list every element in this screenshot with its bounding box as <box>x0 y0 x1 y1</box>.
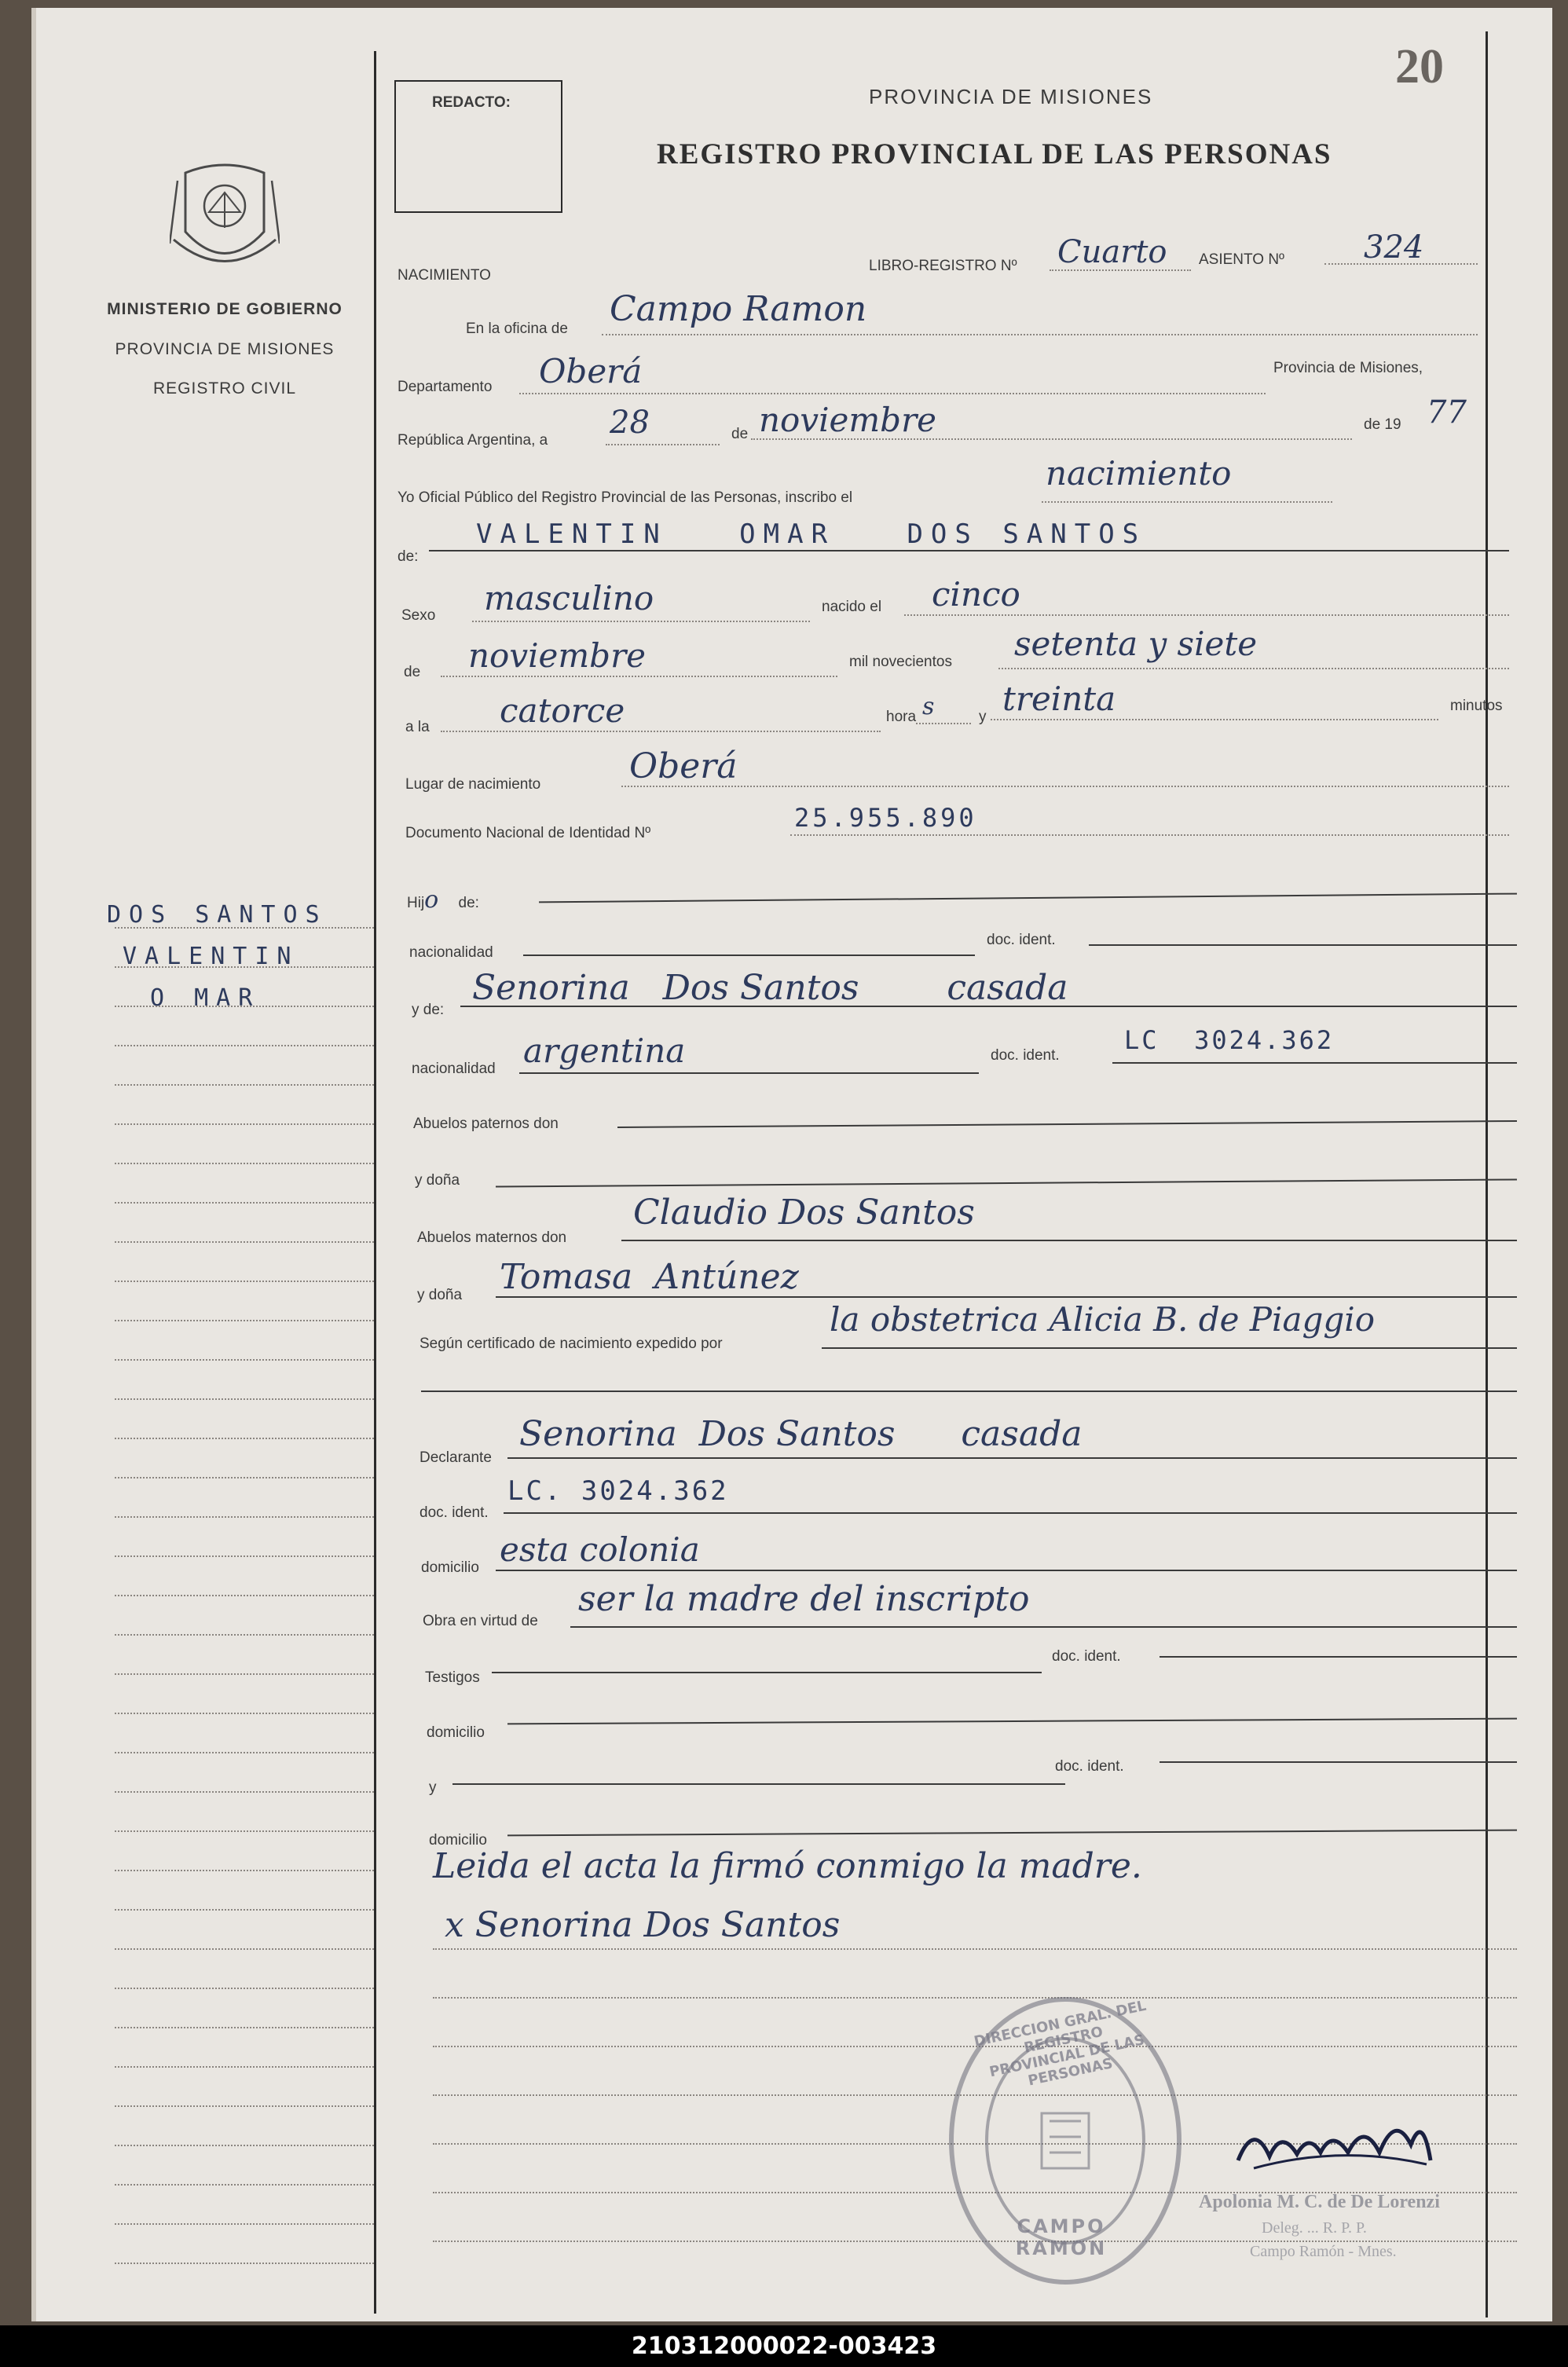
registry-title: REGISTRO PROVINCIAL DE LAS PERSONAS <box>657 138 1332 170</box>
provincia-label: Provincia de Misiones, <box>1273 360 1423 376</box>
margin-rule <box>115 1713 374 1714</box>
margin-rule <box>115 1084 374 1086</box>
domicilio-label-3: domicilio <box>429 1832 487 1849</box>
month-value: noviembre <box>759 401 936 439</box>
abuelos-maternos-label: Abuelos maternos don <box>417 1229 567 1246</box>
de-label-2: de <box>404 664 421 680</box>
header-province: PROVINCIA DE MISIONES <box>869 85 1153 108</box>
y-label-2: y <box>429 1779 437 1796</box>
margin-rule <box>115 1791 374 1793</box>
hora-value: s <box>922 693 935 720</box>
margin-rule <box>115 1398 374 1400</box>
doc-ident-declarante-label: doc. ident. <box>419 1504 489 1521</box>
margin-rule <box>115 1006 374 1007</box>
redacto-box <box>394 80 562 213</box>
margin-rule <box>115 1477 374 1478</box>
stamp-ring-text: DIRECCION GRAL. DEL REGISTRO PROVINCIAL DE LAS PERSONAS <box>973 1997 1148 2090</box>
official-signature <box>1230 2098 1442 2184</box>
abuelos-maternos-value: Claudio Dos Santos <box>633 1193 975 1233</box>
margin-rule <box>115 2223 374 2225</box>
mother-signature: x Senorina Dos Santos <box>445 1905 841 1945</box>
margin-rule <box>115 1673 374 1675</box>
domicilio-value: esta colonia <box>500 1530 700 1569</box>
mil-novecientos-label: mil novecientos <box>849 654 952 670</box>
nacido-label: nacido el <box>822 599 882 615</box>
coat-of-arms-logo <box>170 157 280 283</box>
civil-registry-label: REGISTRO CIVIL <box>152 379 297 398</box>
margin-rule <box>115 2263 374 2264</box>
lugar-label: Lugar de nacimiento <box>405 776 541 793</box>
y-dona-label-1: y doña <box>415 1172 460 1189</box>
margin-rule <box>115 966 374 968</box>
minutos-label: minutos <box>1450 698 1503 714</box>
doc-ident-value-2: LC 3024.362 <box>1124 1025 1335 1055</box>
de-year-label: de 19 <box>1364 416 1401 433</box>
declarante-value: Senorina Dos Santos casada <box>519 1414 1083 1454</box>
margin-rule <box>115 2145 374 2146</box>
official-place: Campo Ramón - Mnes. <box>1250 2243 1397 2260</box>
redacto-label: REDACTO: <box>432 94 511 111</box>
dni-value: 25.955.890 <box>794 803 977 833</box>
asiento-value: 324 <box>1364 229 1424 266</box>
nacionalidad-label-1: nacionalidad <box>409 944 493 961</box>
doc-ident-label-2: doc. ident. <box>991 1047 1060 1064</box>
declarante-label: Declarante <box>419 1449 492 1466</box>
margin-rule <box>115 1830 374 1832</box>
margin-rule <box>115 1555 374 1557</box>
form-left-border <box>374 51 376 2314</box>
stamp-inner-text: CAMPO RAMON <box>1015 2215 1108 2259</box>
dni-label: Documento Nacional de Identidad Nº <box>405 825 651 841</box>
year-value: 77 <box>1427 394 1467 431</box>
testigos-label: Testigos <box>425 1669 480 1686</box>
page-number: 20 <box>1395 40 1444 93</box>
y-dona-label-2: y doña <box>417 1287 463 1303</box>
margin-rule <box>115 1241 374 1243</box>
y-de-label: y de: <box>412 1002 445 1018</box>
asiento-label: ASIENTO Nº <box>1199 251 1284 268</box>
nacido-month-value: noviembre <box>468 636 646 675</box>
doc-ident-label-3: doc. ident. <box>1052 1648 1121 1665</box>
margin-rule <box>115 1595 374 1596</box>
day-value: 28 <box>610 405 650 441</box>
margin-rule <box>115 1123 374 1125</box>
hijo-prefix: Hij <box>407 895 425 911</box>
sexo-label: Sexo <box>401 607 436 624</box>
margin-rule <box>115 2066 374 2068</box>
nacionalidad-value-2: argentina <box>523 1031 686 1070</box>
departamento-label: Departamento <box>397 379 493 395</box>
domicilio-label-2: domicilio <box>427 1724 485 1741</box>
oficina-value: Campo Ramon <box>610 289 867 329</box>
a-la-label: a la <box>405 719 430 735</box>
margin-name-2: VALENTIN <box>123 943 299 970</box>
margin-rule <box>115 1988 374 1989</box>
margin-rule <box>115 1163 374 1164</box>
archive-id-footer: 210312000022-003423 <box>0 2325 1568 2367</box>
departamento-value: Oberá <box>539 352 643 390</box>
margin-rule <box>115 1752 374 1753</box>
doc-ident-declarante-value: LC. 3024.362 <box>507 1475 729 1507</box>
margin-rule <box>115 2105 374 2107</box>
margin-rule <box>115 1281 374 1282</box>
y-label: y <box>979 709 987 725</box>
ministry-label: MINISTERIO DE GOBIERNO <box>107 300 343 318</box>
a-la-value: catorce <box>500 691 625 730</box>
margin-rule <box>115 1320 374 1321</box>
de-label-1: de <box>731 426 749 442</box>
segun-value: la obstetrica Alicia B. de Piaggio <box>830 1300 1376 1339</box>
obra-label: Obra en virtud de <box>423 1613 538 1629</box>
obra-value: ser la madre del inscripto <box>578 1579 1030 1619</box>
republica-label: República Argentina, a <box>397 432 548 449</box>
official-role: Deleg. ... R. P. P. <box>1262 2219 1367 2237</box>
nacimiento-label: NACIMIENTO <box>397 267 491 284</box>
margin-rule <box>115 2027 374 2028</box>
yo-oficial-value: nacimiento <box>1046 454 1232 493</box>
margin-rule <box>115 1359 374 1361</box>
margin-rule <box>115 1045 374 1046</box>
hijo-label <box>407 886 479 914</box>
lugar-value: Oberá <box>629 746 738 786</box>
yo-oficial-label: Yo Oficial Público del Registro Provincial de las Personas, inscribo el <box>397 489 853 506</box>
y-dona-value-2: Tomasa Antúnez <box>500 1257 799 1297</box>
nacido-value: cinco <box>932 575 1020 614</box>
segun-label: Según certificado de nacimiento expedido por <box>419 1336 723 1352</box>
mother-value: Senorina Dos Santos casada <box>472 968 1068 1008</box>
hijo-de-label: de: <box>458 895 479 911</box>
document-page <box>31 8 1552 2321</box>
minutos-value: treinta <box>1002 680 1116 718</box>
margin-rule <box>115 1909 374 1911</box>
form-right-border <box>1486 31 1488 2318</box>
official-name: Apolonia M. C. de De Lorenzi <box>1199 2192 1440 2212</box>
province-label: PROVINCIA DE MISIONES <box>115 340 335 358</box>
margin-rule <box>115 927 374 929</box>
margin-rule <box>115 2184 374 2186</box>
hora-label: hora <box>886 709 917 725</box>
libro-label: LIBRO-REGISTRO Nº <box>869 258 1017 274</box>
hijo-value: o <box>424 886 439 914</box>
doc-ident-label-4: doc. ident. <box>1055 1758 1124 1775</box>
abuelos-paternos-label: Abuelos paternos don <box>413 1116 559 1132</box>
margin-rule <box>115 1516 374 1518</box>
margin-rule <box>115 1634 374 1636</box>
margin-rule <box>115 1870 374 1871</box>
margin-name-1: DOS SANTOS <box>107 901 328 929</box>
margin-rule <box>115 1202 374 1204</box>
margin-rule <box>115 1438 374 1439</box>
mil-novecientos-value: setenta y siete <box>1014 625 1258 663</box>
nacionalidad-label-2: nacionalidad <box>412 1061 496 1077</box>
closing-note: Leida el acta la firmó conmigo la madre. <box>433 1846 1142 1886</box>
name-value: VALENTIN OMAR DOS SANTOS <box>476 518 1147 550</box>
domicilio-label: domicilio <box>421 1559 479 1576</box>
margin-name-3: O MAR <box>150 984 261 1012</box>
de-name-label: de: <box>397 548 419 565</box>
doc-ident-label-1: doc. ident. <box>987 932 1056 948</box>
sexo-value: masculino <box>484 579 654 617</box>
form-rule <box>433 1948 1517 1950</box>
libro-value: Cuarto <box>1057 234 1167 270</box>
oficina-label: En la oficina de <box>466 321 568 337</box>
margin-rule <box>115 1948 374 1950</box>
